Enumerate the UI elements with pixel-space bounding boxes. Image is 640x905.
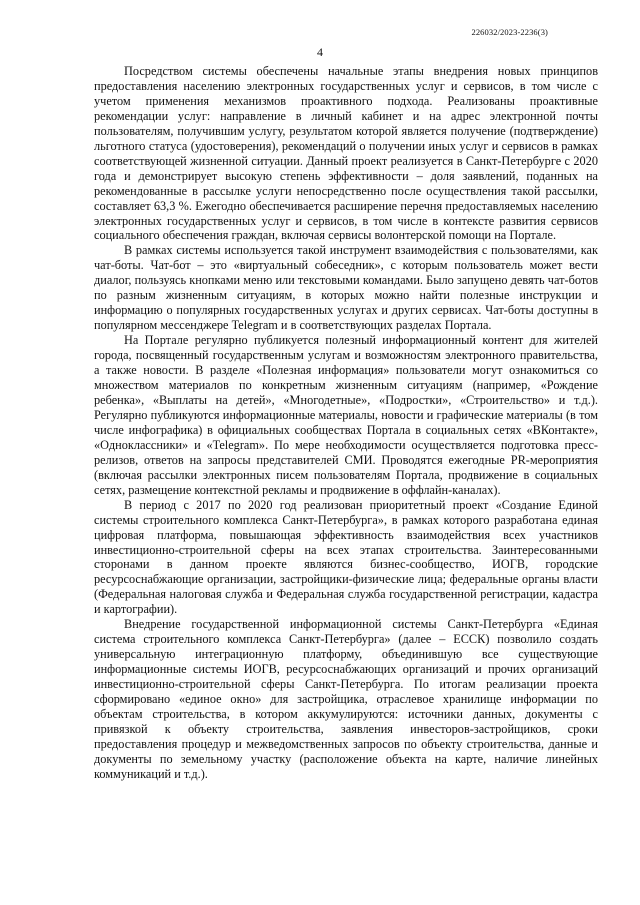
paragraph-construction-project: В период с 2017 по 2020 год реализован приоритетный проект «Создание Единой системы строительного комплекса Санкт-Петербурга», в рамках которого разработана единая цифровая платформа, повышающая эффективность взаимодействия всех участников инвестиционно-строительной сферы на всех этапах строительства. Заинтересованными сторонами в данном проекте являются бизнес-сообщество, ИОГВ, городские ресурсоснабжающие организации, застройщики-физические лица; федеральные органы власти (Федеральная налоговая служба и Федеральная служба государственной регистрации, кадастра и картографии). xyxy=(94,497,598,617)
page-number: 4 xyxy=(317,45,323,59)
document-body xyxy=(94,64,598,782)
paragraph-information-content: На Портале регулярно публикуется полезный информационный контент для жителей города, посвященный государственным услугам и возможностям электронного правительства, а также новости. В разделе «Полезная информация» пользователи могут ознакомиться со множеством материалов по конкретным жизненным ситуациям (например, «Рождение ребенка», «Выплаты на детей», «Многодетные», «Подростки», «Строительство» и т.д.). Регулярно публикуются информационные материалы, новости и графические материалы (в том числе инфографика) в официальных сообществах Портала в социальных сетях «ВКонтакте», «Одноклассники» и «Telegram». По мере необходимости осуществляется подготовка пресс-релизов, ответов на запросы представителей СМИ. Проводятся ежегодные PR-мероприятия (включая рассылки электронных писем пользователям Портала, продвижение в социальных сетях, размещение контекстной рекламы и продвижение в оффлайн-каналах). xyxy=(94,333,598,497)
paragraph-chat-bots: В рамках системы используется такой инструмент взаимодействия с пользователями, как чат-боты. Чат-бот – это «виртуальный собеседник», с которым пользователь может вести диалог, пользуясь кнопками меню или текстовыми командами. Было запущено девять чат-ботов по разным жизненным ситуациям, в которых можно найти полезные инструкции и информацию о популярных государственных услугах и других сервисах. Чат-боты доступны в популярном мессенджере Telegram и в соответствующих разделах Портала. xyxy=(94,243,598,333)
paragraph-essk-system: Внедрение государственной информационной системы Санкт-Петербурга «Единая система строительного комплекса Санкт-Петербурга» (далее – ЕССК) позволило создать универсальную интеграционную платформу, объединившую все существующие информационные системы ИОГВ, ресурсоснабжающих организаций и прочих организаций инвестиционно-строительной сферы Санкт-Петербурга. По итогам реализации проекта сформировано «единое окно» для застройщика, отраслевое хранилище информации по объектам строительства, в котором аккумулируются: источники данных, документы с привязкой к объекту строительства, заявления инвесторов-застройщиков, сроки предоставления процедур и межведомственных запросов по объекту строительства, данные и документы по земельному участку (расположение объекта на карте, наличие линейных коммуникаций и т.д.). xyxy=(94,617,598,781)
document-registration-number: 226032/2023-2236(3) xyxy=(471,27,548,37)
paragraph-proactive-services: Посредством системы обеспечены начальные этапы внедрения новых принципов предоставления населению электронных государственных услуг и сервисов, в том числе с учетом применения механизмов проактивного подхода. Реализованы проактивные рекомендации услуг: направление в личный кабинет и на адрес электронной почты пользователям, получившим услугу, результатом которой является получение (подтверждение) льготного статуса (удостоверения), рекомендаций о получении иных услуг и сервисов в рамках соответствующей жизненной ситуации. Данный проект реализуется в Санкт-Петербурге с 2020 года и демонстрирует высокую степень эффективности – доля заявлений, поданных на рекомендованные в рассылке услуги непосредственно после осуществления такой рассылки, составляет 63,3 %. Ежегодно обеспечивается расширение перечня предоставляемых населению электронных государственных услуг и сервисов, в том числе в контексте развития сервисов социального обеспечения граждан, включая сервисы волонтерской помощи на Портале. xyxy=(94,64,598,243)
